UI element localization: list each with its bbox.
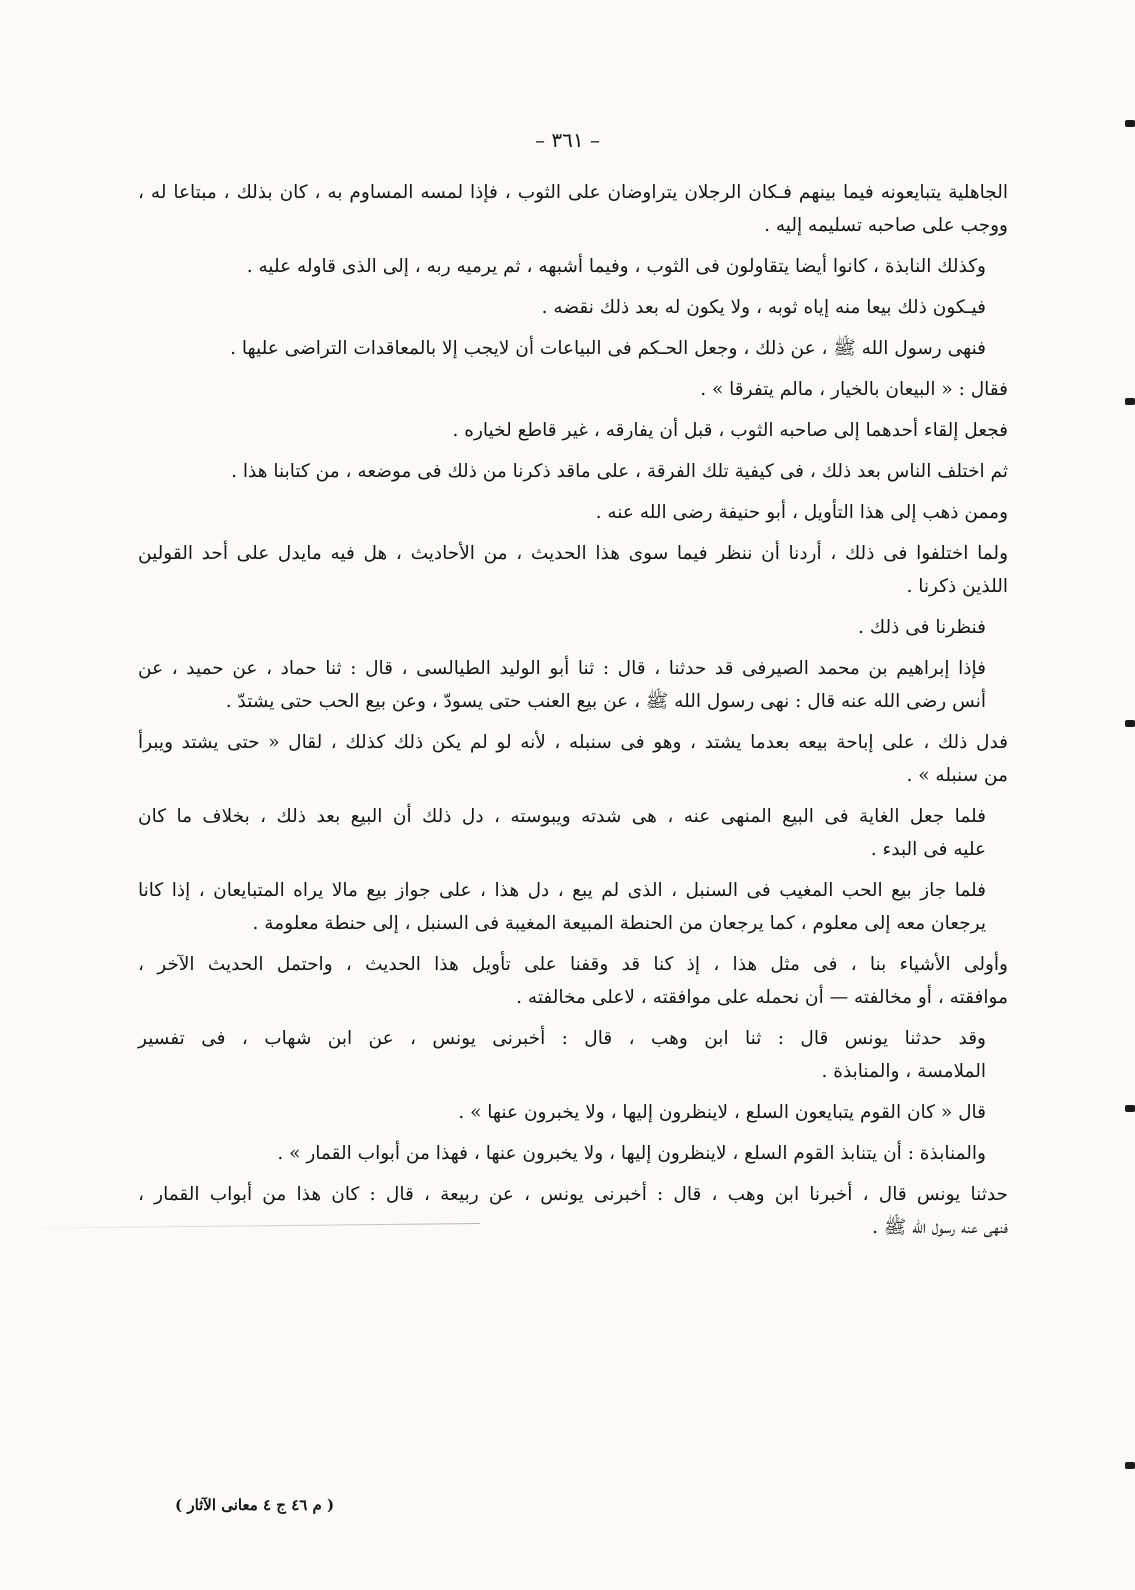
text-line: فإذا إبراهيم بن محمد الصيرفى قد حدثنا ، قال : ثنا أبو الوليد الطيالسى ، قال : ثنا حماد ، عن حميد ، عن (138, 658, 986, 679)
text-line: الجاهلية يتبايعونه فيما بينهم فـكان الرجلان يتراوضان على الثوب ، فإذا لمسه المساوم به ، كان بذلك ، مبتاعا له ، (138, 182, 1008, 203)
paragraph (138, 611, 1008, 644)
text-line: عليه فى البدء . (870, 839, 986, 860)
paragraph (138, 537, 1008, 603)
footer-note: ( م ٤٦ ج ٤ معانى الآثار ) (175, 1496, 335, 1514)
text-line: فقال : « البيعان بالخيار ، مالم يتفرقا » . (700, 379, 1008, 400)
text-line: فلما جعل الغاية فى البيع المنهى عنه ، هى شدته ويبوسته ، دل ذلك أن البيع بعد ذلك ، بخلاف ما كان (138, 806, 986, 827)
paragraph (138, 176, 1008, 242)
text-line: فجعل إلقاء أحدهما إلى صاحبه الثوب ، قبل أن يفارقه ، غير قاطع لخياره . (452, 420, 1008, 441)
paragraph (138, 496, 1008, 529)
text-line: موافقته ، أو مخالفته — أن نحمله على موافقته ، لاعلى مخالفته . (516, 987, 1008, 1008)
text-line: ووجب على صاحبه تسليمه إليه . (764, 215, 1008, 236)
paragraph (138, 250, 1008, 283)
text-line: وقد حدثنا يونس قال : ثنا ابن وهب ، قال : أخبرنى يونس ، عن ابن شهاب ، فى تفسير (138, 1028, 986, 1049)
text-line: من سنبله » . (906, 765, 1008, 786)
text-line: ولما اختلفوا فى ذلك ، أردنا أن ننظر فيما سوى هذا الحديث ، من الأحاديث ، هل فيه مايدل على أحد القولين (138, 543, 1008, 564)
paragraph (138, 1178, 1008, 1244)
text-line: قال « كان القوم يتبايعون السلع ، لاينظرون إليها ، ولا يخبرون عنها » . (458, 1102, 986, 1123)
paragraph (138, 332, 1008, 365)
paragraph (138, 291, 1008, 324)
text-line: وكذلك النابذة ، كانوا أيضا يتقاولون فى الثوب ، وفيما أشبهه ، ثم يرميه ربه ، إلى الذى قاوله عليه . (246, 256, 986, 277)
text-line: ثم اختلف الناس بعد ذلك ، فى كيفية تلك الفرقة ، على ماقد ذكرنا من ذلك فى موضعه ، من كتابنا هذا . (231, 461, 1008, 482)
text-body (138, 176, 1008, 1252)
text-line: الملامسة ، والمنابذة . (821, 1061, 986, 1082)
paragraph (138, 874, 1008, 940)
paragraph (138, 455, 1008, 488)
text-line: فنهى عنه رسول الله ﷺ . (872, 1217, 1008, 1238)
text-line: والمنابذة : أن يتنابذ القوم السلع ، لاينظرون إليها ، ولا يخبرون عنها ، فهذا من أبواب القمار » . (277, 1143, 986, 1164)
text-line: فلما جاز بيع الحب المغيب فى السنبل ، الذى لم يبع ، دل هذا ، على جواز بيع مالا يراه المتبايعان ، إذا كانا (138, 880, 986, 901)
text-line: اللذين ذكرنا . (906, 576, 1008, 597)
text-line: وممن ذهب إلى هذا التأويل ، أبو حنيفة رضى الله عنه . (595, 502, 1008, 523)
paragraph (138, 726, 1008, 792)
scan-edge-mark (1125, 120, 1135, 127)
paragraph (138, 1096, 1008, 1129)
paragraph (138, 652, 1008, 718)
text-line: يرجعان معه إلى معلوم ، كما يرجعان من الحنطة المبيعة المغيبة فى السنبل ، إلى حنطة معلومة . (252, 913, 986, 934)
scan-edge-mark (1125, 398, 1135, 405)
paragraph (138, 373, 1008, 406)
text-line: حدثنا يونس قال ، أخبرنا ابن وهب ، قال : أخبرنى يونس ، عن ربيعة ، قال : كان هذا من أبواب القمار ، (138, 1184, 1008, 1205)
paragraph (138, 1137, 1008, 1170)
scan-edge-mark (1125, 1462, 1135, 1469)
scan-edge-mark (1125, 1105, 1135, 1112)
text-line: وأولى الأشياء بنا ، فى مثل هذا ، إذ كنا قد وقفنا على تأويل هذا الحديث ، واحتمل الحديث الآخر ، (138, 954, 1008, 975)
paragraph (138, 800, 1008, 866)
text-line: أنس رضى الله عنه قال : نهى رسول الله ﷺ ، عن بيع العنب حتى يسودّ ، وعن بيع الحب حتى يشتدّ . (225, 691, 986, 712)
paragraph (138, 1022, 1008, 1088)
text-line: فنهى رسول الله ﷺ ، عن ذلك ، وجعل الحـكم فى البياعات أن لايجب إلا بالمعاقدات التراضى عليها . (230, 338, 986, 359)
paragraph (138, 414, 1008, 447)
text-line: فدل ذلك ، على إباحة بيعه بعدما يشتد ، وهو فى سنبله ، لأنه لو لم يكن ذلك كذلك ، لقال « حتى يشتد ويبرأ (138, 732, 1008, 753)
page-number: – ٣٦١ – (535, 128, 600, 152)
scan-edge-mark (1125, 720, 1135, 727)
text-line: فيـكون ذلك بيعا منه إياه ثوبه ، ولا يكون له بعد ذلك نقضه . (541, 297, 986, 318)
text-line: فنظرنا فى ذلك . (858, 617, 986, 638)
paragraph (138, 948, 1008, 1014)
